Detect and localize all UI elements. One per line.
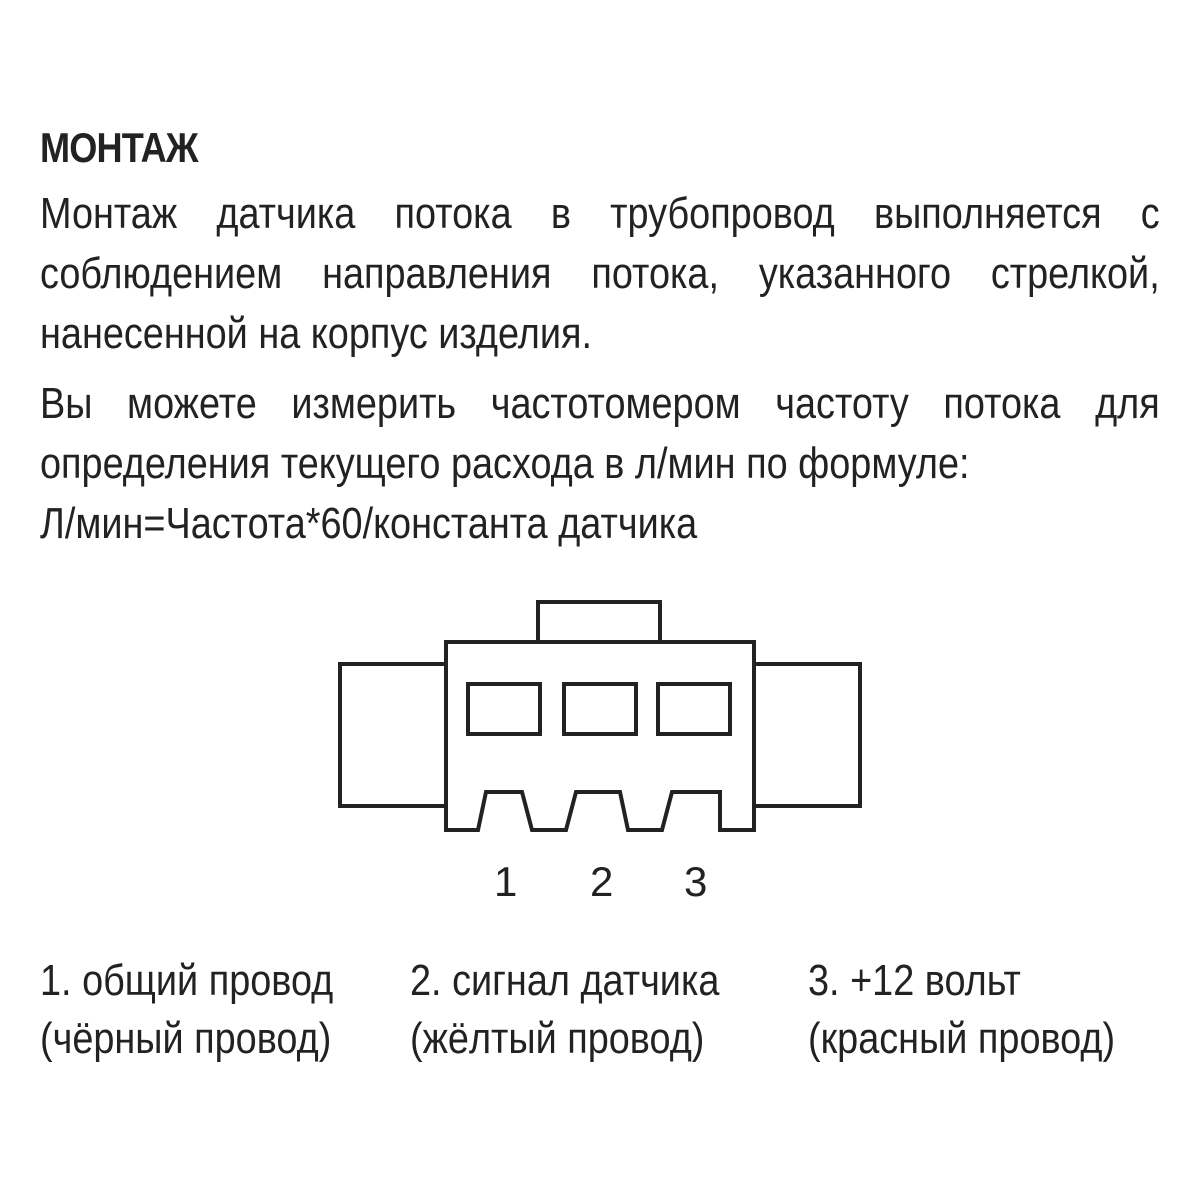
legend-title: 3. +12 вольт bbox=[808, 956, 1021, 1005]
pin-slot-1 bbox=[468, 684, 540, 734]
pin-slot-3 bbox=[658, 684, 730, 734]
connector-left-flange bbox=[340, 664, 446, 806]
legend-wire-color: (чёрный провод) bbox=[40, 1014, 332, 1063]
paragraph-line: определения текущего расхода в л/мин по формуле: bbox=[40, 439, 970, 488]
legend-item-3 bbox=[808, 952, 1115, 1068]
legend-wire-color: (красный провод) bbox=[808, 1014, 1116, 1063]
paragraph-line: нанесенной на корпус изделия. bbox=[40, 309, 593, 358]
legend-title: 2. сигнал датчика bbox=[410, 956, 720, 1005]
paragraph-line: соблюдением направления потока, указанного стрелкой, bbox=[40, 249, 1160, 298]
pin-label-2: 2 bbox=[590, 858, 614, 905]
paragraph-line: Вы можете измерить частотомером частоту потока для bbox=[40, 379, 1160, 428]
formula-line: Л/мин=Частота*60/константа датчика bbox=[40, 499, 698, 548]
connector-right-flange bbox=[754, 664, 860, 806]
pin-slot-2 bbox=[564, 684, 636, 734]
legend-item-2 bbox=[410, 952, 719, 1068]
pin-label-3: 3 bbox=[684, 858, 708, 905]
legend-title: 1. общий провод bbox=[40, 956, 334, 1005]
connector-latch bbox=[538, 602, 660, 642]
paragraph-line: Монтаж датчика потока в трубопровод выполняется с bbox=[40, 189, 1160, 238]
legend-wire-color: (жёлтый провод) bbox=[410, 1014, 705, 1063]
pin-label-1: 1 bbox=[494, 858, 518, 905]
section-heading: МОНТАЖ bbox=[40, 124, 198, 171]
legend-item-1 bbox=[40, 952, 333, 1068]
